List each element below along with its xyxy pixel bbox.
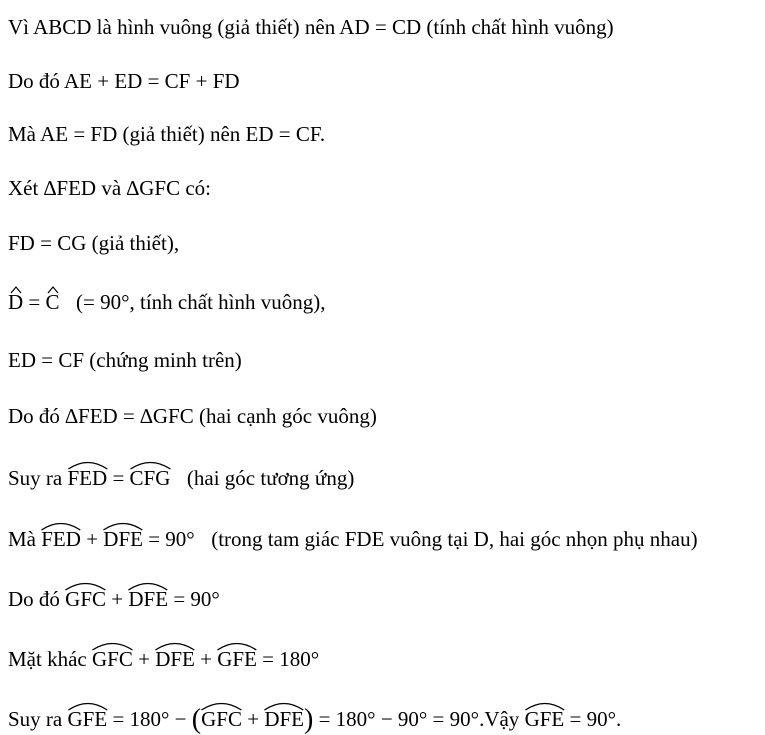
angle-arc-icon <box>201 701 242 711</box>
line-text: (= 90°, tính chất hình vuông), <box>76 290 326 314</box>
angle-arc-icon <box>41 521 81 531</box>
value-text: = 90° <box>148 527 195 551</box>
angle-cfg: CFG <box>130 462 171 488</box>
plus-sign: + <box>111 587 124 611</box>
angle-gfc: GFC <box>201 703 242 729</box>
equation-text: = 180° − 90° = 90° <box>318 707 480 731</box>
angle-arc-icon <box>128 581 168 591</box>
plus-sign: + <box>86 527 99 551</box>
proof-line-6 <box>8 287 326 315</box>
plus-sign: + <box>200 647 212 671</box>
angle-gfe: GFE <box>217 643 257 669</box>
angle-arc-icon <box>155 641 195 651</box>
line-prefix: Mặt khác <box>8 647 87 671</box>
proof-line-2 <box>8 68 240 94</box>
equation-text: = 180° − <box>112 707 187 731</box>
angle-c: C <box>46 287 60 312</box>
line-text: Xét ∆FED và ∆GFC có: <box>8 176 212 200</box>
equals-sign: = <box>28 290 41 314</box>
proof-line-3 <box>8 121 325 147</box>
value-text: = 180° <box>262 647 320 671</box>
close-paren: ) <box>304 704 314 735</box>
conclusion-word: .Vậy <box>479 707 520 731</box>
angle-hat-icon <box>48 286 58 293</box>
proof-line-13 <box>8 703 622 735</box>
angle-arc-icon <box>130 460 171 470</box>
proof-line-12 <box>8 643 319 672</box>
plus-sign: + <box>138 647 150 671</box>
line-prefix: Suy ra <box>8 466 63 490</box>
angle-gfc: GFC <box>65 583 106 609</box>
value-text: = 90°. <box>569 707 622 731</box>
line-text: Do đó ∆FED = ∆GFC (hai cạnh góc vuông) <box>8 404 377 428</box>
line-text: Vì ABCD là hình vuông (giả thiết) nên AD = CD (tính chất hình vuông) <box>8 15 614 39</box>
proof-line-10 <box>8 523 698 552</box>
value-text: = 90° <box>173 587 220 611</box>
line-text: ED = CF (chứng minh trên) <box>8 348 242 372</box>
proof-line-11 <box>8 583 220 612</box>
line-text: (trong tam giác FDE vuông tại D, hai góc nhọn phụ nhau) <box>211 527 698 551</box>
equals-sign: = <box>112 466 125 490</box>
angle-arc-icon <box>92 641 133 651</box>
angle-arc-icon <box>525 701 565 711</box>
proof-line-4 <box>8 175 211 201</box>
proof-line-5 <box>8 230 179 256</box>
proof-line-8 <box>8 403 377 429</box>
angle-d: D <box>8 287 23 312</box>
proof-line-1 <box>8 14 614 40</box>
line-prefix: Suy ra <box>8 707 63 731</box>
angle-dfe: DFE <box>264 703 304 729</box>
angle-arc-icon <box>68 460 108 470</box>
angle-arc-icon <box>68 701 108 711</box>
line-text: Mà AE = FD (giả thiết) nên ED = CF. <box>8 122 326 146</box>
angle-fed: FED <box>41 523 81 549</box>
angle-arc-icon <box>217 641 257 651</box>
angle-fed: FED <box>68 462 108 488</box>
angle-arc-icon <box>65 581 106 591</box>
open-paren: ( <box>191 704 202 735</box>
line-text: Do đó AE + ED = CF + FD <box>8 69 240 93</box>
angle-arc-icon <box>264 701 304 711</box>
proof-line-7 <box>8 347 242 373</box>
line-text: (hai góc tương ứng) <box>186 466 355 490</box>
line-prefix: Mà <box>8 527 36 551</box>
line-text: FD = CG (giả thiết), <box>8 231 180 255</box>
angle-arc-icon <box>103 521 143 531</box>
line-prefix: Do đó <box>8 587 60 611</box>
plus-sign: + <box>247 707 260 731</box>
angle-dfe: DFE <box>128 583 168 609</box>
proof-line-9 <box>8 462 354 491</box>
angle-dfe: DFE <box>103 523 143 549</box>
angle-gfe: GFE <box>525 703 565 729</box>
angle-gfe: GFE <box>68 703 108 729</box>
angle-hat-icon <box>11 286 21 293</box>
angle-gfc: GFC <box>92 643 133 669</box>
angle-dfe: DFE <box>155 643 195 669</box>
